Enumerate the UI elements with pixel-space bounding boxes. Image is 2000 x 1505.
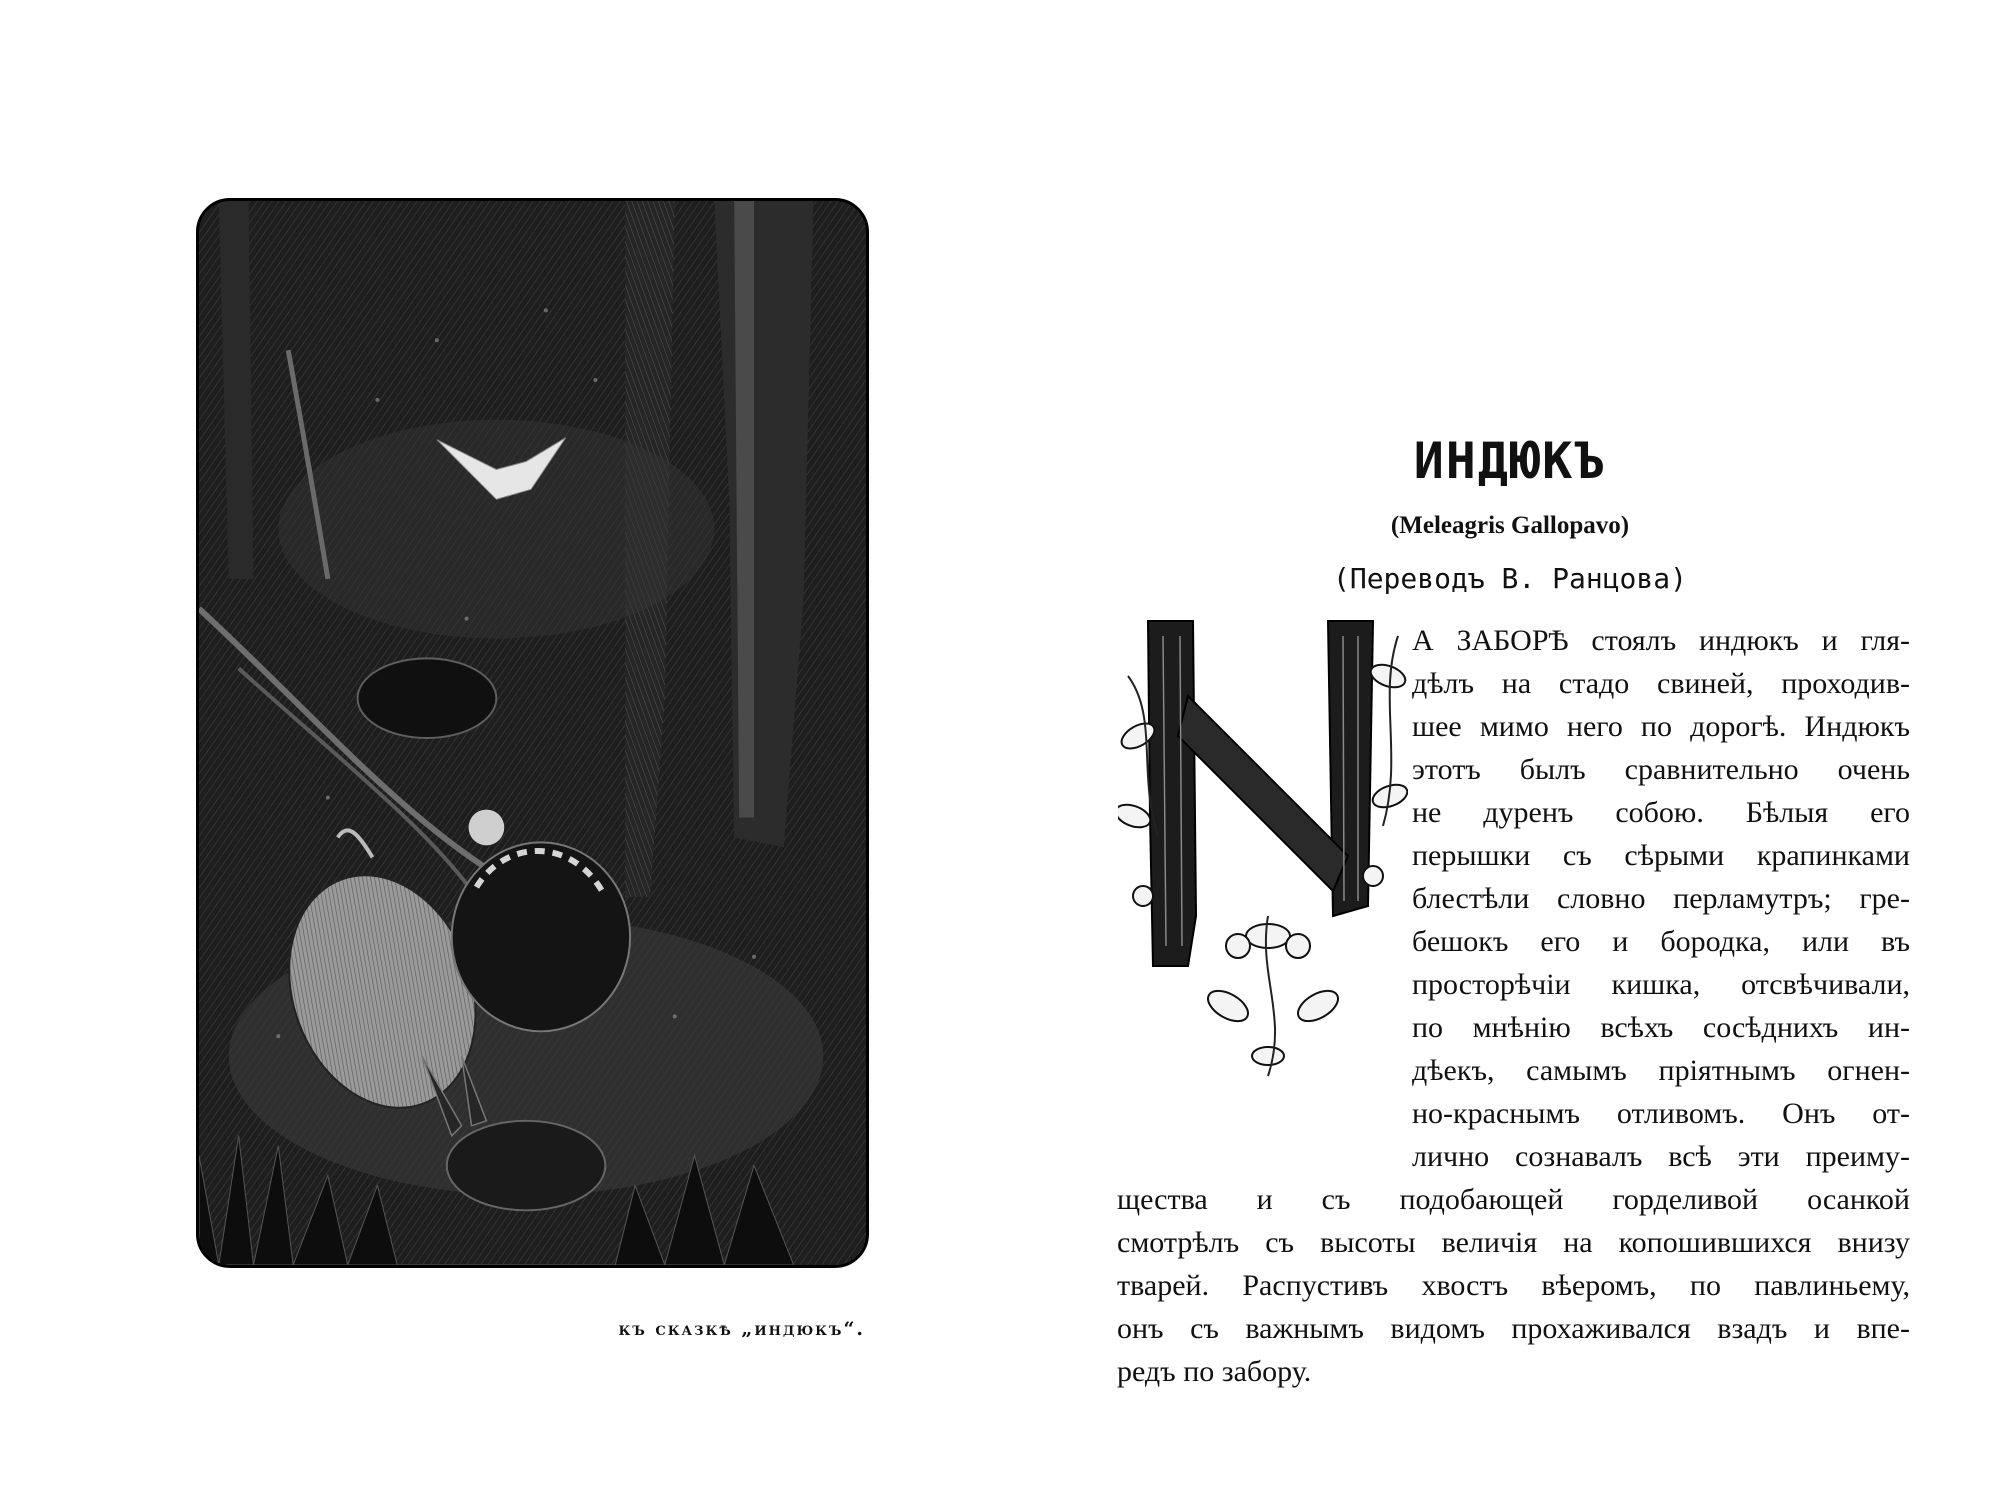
text-line: дѣекъ, самымъ пріятнымъ огнен- [1412, 1054, 1910, 1087]
drop-cap-letter-n-illustration [1118, 616, 1408, 1086]
forest-engraving-illustration [199, 201, 866, 1265]
latin-name: (Meleagris Gallopavo) [1390, 512, 1630, 539]
text-line: шее мимо него по дорогѣ. Индюкъ [1412, 710, 1910, 743]
text-line: блестѣли словно перламутръ; гре- [1412, 882, 1910, 915]
text-line: но-краснымъ отливомъ. Онъ от- [1412, 1097, 1910, 1130]
ornamental-drop-cap [1118, 616, 1408, 1086]
text-line: щества и съ подобающей горделивой осанкой [1117, 1183, 1910, 1216]
engraving-plate [196, 198, 869, 1268]
story-title: ИНДЮКЪ [1413, 432, 1607, 490]
text-line: А ЗАБОРѢ стоялъ индюкъ и гля- [1412, 624, 1910, 657]
text-line: бешокъ его и бородка, или въ [1412, 925, 1910, 958]
text-line: просторѣчіи кишка, отсвѣчивали, [1412, 968, 1910, 1001]
translator-credit: (Переводъ В. Ранцова) [1332, 562, 1687, 595]
plate-caption: къ сказкѣ „индюкъ“. [618, 1318, 865, 1340]
text-line: тварей. Распустивъ хвостъ вѣеромъ, по павлиньему, [1117, 1269, 1910, 1302]
text-line: редъ по забору. [1117, 1355, 1312, 1388]
text-line: дѣлъ на стадо свиней, проходив- [1412, 667, 1910, 700]
text-line: смотрѣлъ съ высоты величія на копошившихся внизу [1117, 1226, 1910, 1259]
text-line: онъ съ важнымъ видомъ прохаживался взадъ и впе- [1117, 1312, 1910, 1345]
text-line: лично сознавалъ всѣ эти преиму- [1412, 1140, 1910, 1173]
text-line: по мнѣнію всѣхъ сосѣднихъ ин- [1412, 1011, 1910, 1044]
text-line: этотъ былъ сравнительно очень [1412, 753, 1910, 786]
text-line: не дуренъ собою. Бѣлыя его [1412, 796, 1910, 829]
text-line: перышки съ сѣрыми крапинками [1412, 839, 1910, 872]
